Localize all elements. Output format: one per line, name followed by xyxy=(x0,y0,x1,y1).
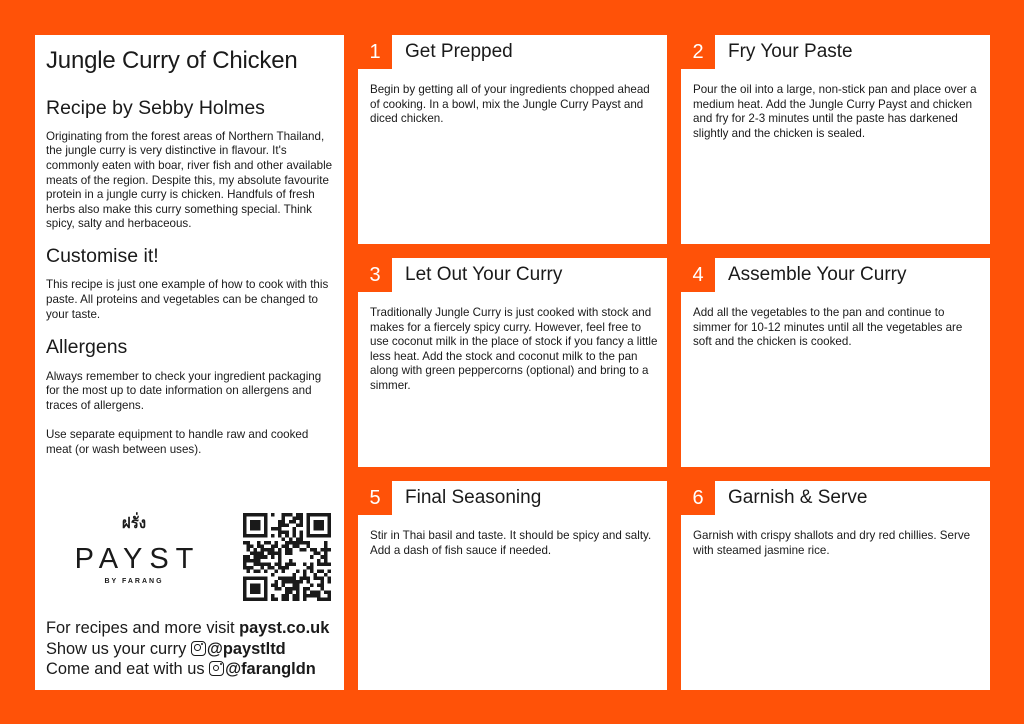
step-body: Pour the oil into a large, non-stick pan and place over a medium heat. Add the Jungle Curry Payst and chicken and fry for 2-3 minutes until the paste has darkened slightly and the chicken is sealed. xyxy=(693,83,977,140)
step-number-badge: 6 xyxy=(681,481,715,515)
step-title: Garnish & Serve xyxy=(728,487,868,508)
social-links xyxy=(46,618,329,680)
website-line xyxy=(46,618,329,639)
instagram-handle-paystltd[interactable]: @paystltd xyxy=(206,639,286,658)
step-card-2 xyxy=(681,35,990,244)
step-title: Assemble Your Curry xyxy=(728,264,907,285)
allergens-text-1: Always remember to check your ingredient packaging for the most up to date information on allergens and traces of allergens. xyxy=(46,369,322,412)
qr-code-icon[interactable] xyxy=(243,513,331,601)
brand-wordmark: PAYST xyxy=(74,543,201,575)
step-body: Begin by getting all of your ingredients chopped ahead of cooking. In a bowl, mix the Jungle Curry Payst and diced chicken. xyxy=(370,83,650,126)
allergens-heading: Allergens xyxy=(46,336,128,359)
step-card-4 xyxy=(681,258,990,467)
step-title: Fry Your Paste xyxy=(728,41,853,62)
customise-text: This recipe is just one example of how to cook with this paste. All proteins and vegetables can be changed to your taste. xyxy=(46,278,329,321)
step-number-badge: 2 xyxy=(681,35,715,69)
step-body: Add all the vegetables to the pan and continue to simmer for 10-12 minutes until all the vegetables are soft and the chicken is cooked. xyxy=(693,306,963,349)
step-card-5 xyxy=(358,481,667,690)
step-number-badge: 3 xyxy=(358,258,392,292)
instagram-line-payst xyxy=(46,639,329,660)
recipe-intro: Originating from the forest areas of Northern Thailand, the jungle curry is very distinctive in flavour. It's commonly eaten with boar, river fish and other available meats of the region. Despite this, my absolute favourite protein in a jungle curry is chicken. Handfuls of fresh herbs also make this curry something special. Think spicy, salty and herbaceous. xyxy=(46,129,333,231)
recipe-byline: Recipe by Sebby Holmes xyxy=(46,97,265,120)
recipe-info-panel xyxy=(35,35,344,690)
eat-prefix: Come and eat with us xyxy=(46,660,210,678)
step-number-badge: 5 xyxy=(358,481,392,515)
brand-thai-script: ฝรั่ง xyxy=(121,515,147,532)
website-prefix: For recipes and more visit xyxy=(46,619,240,637)
step-title: Let Out Your Curry xyxy=(405,264,563,285)
show-prefix: Show us your curry xyxy=(46,639,191,658)
step-card-3 xyxy=(358,258,667,467)
website-link[interactable]: payst.co.uk xyxy=(239,619,330,637)
recipe-title: Jungle Curry of Chicken xyxy=(46,47,298,74)
instagram-icon xyxy=(209,661,224,676)
step-card-6 xyxy=(681,481,990,690)
instagram-handle-farangldn[interactable]: @farangldn xyxy=(225,660,316,678)
step-card-1 xyxy=(358,35,667,244)
step-number-badge: 1 xyxy=(358,35,392,69)
brand-subtitle: BY FARANG xyxy=(104,578,164,585)
allergens-text-2: Use separate equipment to handle raw and cooked meat (or wash between uses). xyxy=(46,428,309,456)
instagram-line-farang xyxy=(46,659,329,680)
payst-logo xyxy=(63,515,205,585)
customise-heading: Customise it! xyxy=(46,244,159,267)
instagram-icon xyxy=(191,641,206,656)
step-title: Final Seasoning xyxy=(405,487,542,508)
step-body: Traditionally Jungle Curry is just cooked with stock and makes for a fiercely spicy curry. However, feel free to use coconut milk in the place of stock if you fancy a little less heat. Add the stock and coconut milk to the pan along with green peppercorns (optional) and bring to a simmer. xyxy=(370,306,658,392)
step-body: Garnish with crispy shallots and dry red chillies. Serve with steamed jasmine rice. xyxy=(693,529,971,557)
step-number-badge: 4 xyxy=(681,258,715,292)
step-title: Get Prepped xyxy=(405,41,513,62)
step-body: Stir in Thai basil and taste. It should be spicy and salty. Add a dash of fish sauce if needed. xyxy=(370,529,652,557)
